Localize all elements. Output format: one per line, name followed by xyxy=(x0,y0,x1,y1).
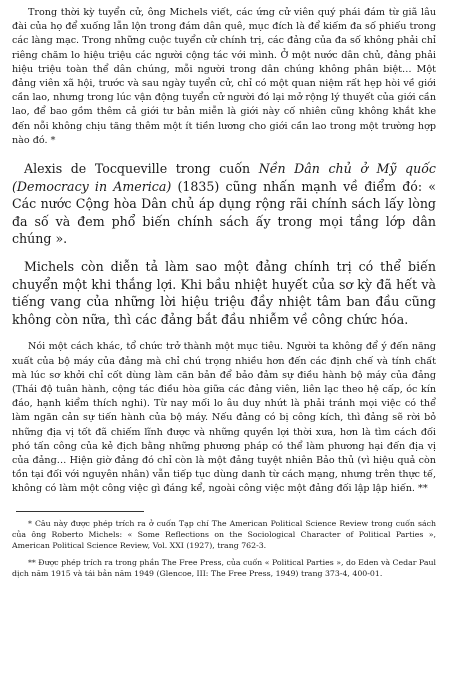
paragraph-michels: Michels còn diễn tả làm sao một đảng chính trị có thể biến chuyển một khi thắng lợi. Khi bầu nhiệt huyết của sơ kỳ đã hết và tiếng vang của những lời hiệu triệu đầy nhiệt tâm ban đầu cũng không còn nữa, thì các đảng bắt đầu nhiễm về công chức hóa. xyxy=(12,259,436,327)
quote-intro: Alexis de Tocqueville trong cuốn xyxy=(24,161,259,177)
footnote-2: ** Được phép trích ra trong phần The Free Press, của cuốn « Political Parties », do Eden và Cedar Paul dịch năm 1915 và tái bản năm 1949 (Glencoe, III: The Free Press, 1949) trang 373-4, 400-01. xyxy=(12,558,436,579)
footnote-1: * Câu này được phép trích ra ở cuốn Tạp chí The American Political Science Review trong cuốn sách của ông Roberto Michels: « Some Reflections on the Sociological Character of Political Parties », American Political Science Review, Vol. XXI (1927), trang 762-3. xyxy=(12,518,436,551)
paragraph-tocqueville xyxy=(12,160,436,248)
book-title: Nền Dân chủ ở Mỹ quốc (Democracy in America) xyxy=(12,161,436,194)
paragraph-elections: Trong thời kỳ tuyển cử, ông Michels viết, các ứng cử viên quý phái đám từ giã lâu đài của họ để xuống lẫn lộn trong đám dân quê, mục đích là để kiếm đa số phiếu trong các làng mạc. Trong những cuộc tuyển cử chính trị, các đảng của đa số không phải chỉ riêng chăm lo hiệu triệu các người cộng tác với mình. Ở một nước dân chủ, đảng phải hiệu triệu toàn thể dân chúng, mỗi người trong dân chúng không phân biệt… Một đảng viên xã hội, trước và sau ngày tuyển cử, chỉ có một quan niệm rất hẹp hòi về giới cần lao, nhưng trong lúc vận động tuyển cử người đó lại mở rộng lý thuyết của giới cần lao, để bao gồm thêm cả giới tư bản miễn là giới này cố nhiên cũng không khắt khe đến nỗi không chịu tăng thêm một ít tiền lương cho giới cần lao trong một trường hợp nào đó. * xyxy=(12,7,436,146)
footnote-divider xyxy=(16,511,144,512)
quote-text: (1835) cũng nhấn mạnh về điểm đó: « Các nước Cộng hòa Dân chủ áp dụng rộng rãi chính sách lấy lòng đa số và đem phổ biến chính sách ấy trong mọi tầng lớp dân chúng ». xyxy=(12,178,436,247)
paragraph-organization: Nói một cách khác, tổ chức trở thành một mục tiêu. Người ta không để ý đến năng xuất của bộ máy của đảng mà chỉ chú trọng nhiều hơn đến các định chế và tính chất mà lúc sơ khởi chỉ cốt dùng làm căn bản để bảo đảm sự điều hành bộ máy của đảng (Thái độ tuân hành, cộng tác điều hòa giữa các đảng viên, liên lạc theo hệ cấp, óc kín đáo, hạnh kiểm thích nghi). Từ nay mối lo âu duy nhứt là phải tránh mọi việc có thể làm ngăn cản sự tiến hành của bộ máy. Nếu đảng có bị công kích, thì đảng sẽ rời bỏ những địa vị tốt đã chiếm lĩnh được và những quyền lợi thời xưa, hơn là tìm cách đối phó tấn công của kẻ địch bằng những phương pháp có thể làm phương hại đến địa vị của đảng… Hiện giờ đảng đó chỉ còn là một đảng tuyệt nhiên Bảo thủ (vì hiệu quả còn tồn tại đối với nguyên nhân) vẫn tiếp tục dùng danh từ cách mạng, nhưng trên thực tế, không có làm một công việc gì đáng kể, ngoài công việc một đảng đối lập lập hiến. ** xyxy=(12,341,436,495)
